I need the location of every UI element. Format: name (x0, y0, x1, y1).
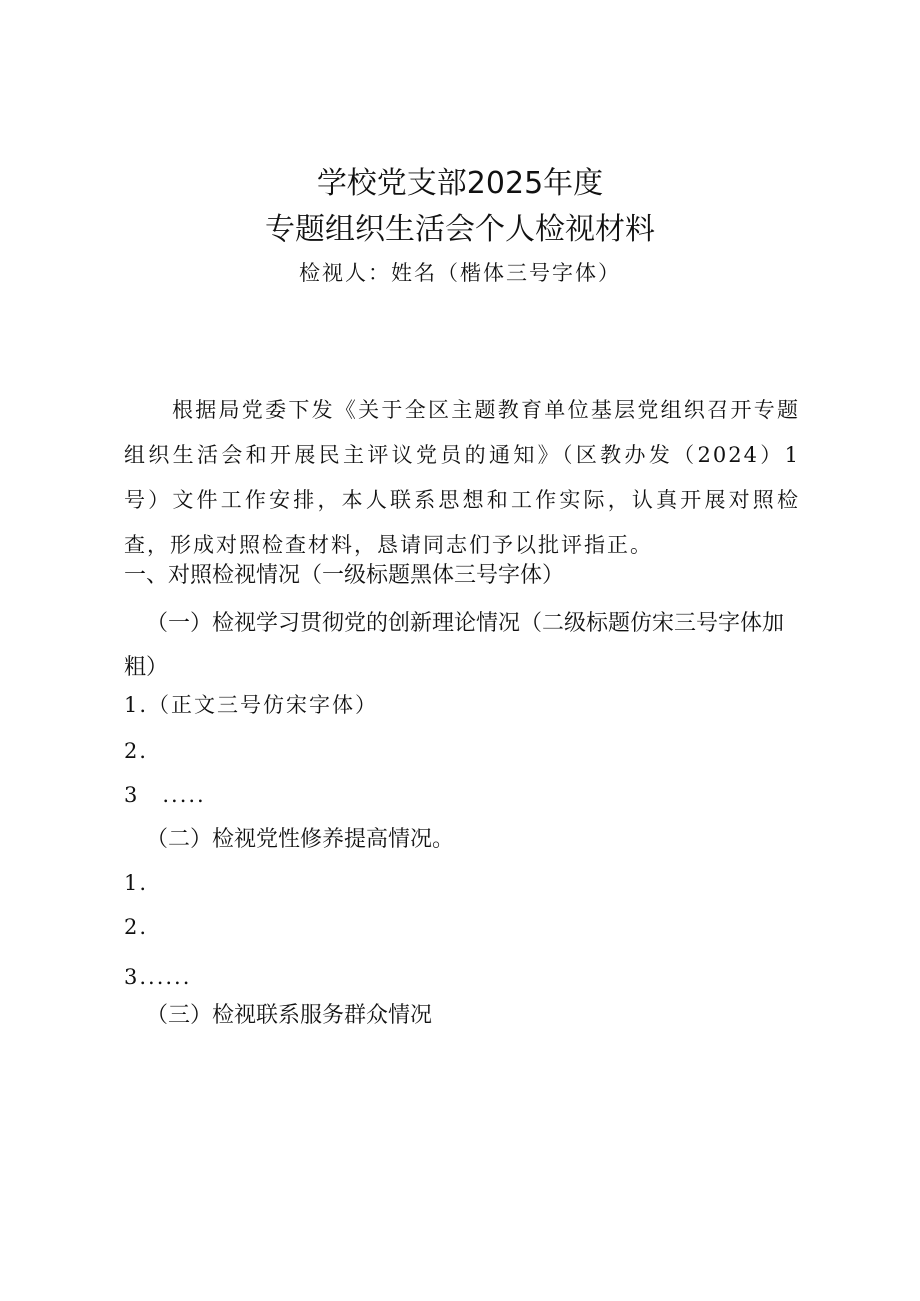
subsection-heading-1: （一）检视学习贯彻党的创新理论情况（二级标题仿宋三号字体加粗） (124, 611, 785, 680)
inspector-line: 检视人：姓名（楷体三号字体） (299, 261, 621, 285)
list-item: 3...... (124, 965, 192, 989)
list-item: 1.（正文三号仿宋字体） (124, 693, 379, 717)
document-title-line-2: 专题组织生活会个人检视材料 (265, 212, 655, 247)
list-item: 1. (124, 871, 149, 895)
document-title-line-1: 学校党支部2025年度 (316, 166, 604, 201)
list-item: 2． (124, 739, 163, 763)
intro-paragraph: 根据局党委下发《关于全区主题教育单位基层党组织召开专题组织生活会和开展民主评议党员的通知》（区教办发（2024）1号）文件工作安排，本人联系思想和工作实际，认真开展对照检查，形成对照检查材料，恳请同志们予以批评指正。 (124, 398, 800, 557)
section-heading-1: 一、对照检视情况（一级标题黑体三号字体） (124, 563, 565, 588)
subsection-heading-2: （二）检视党性修养提高情况。 (146, 827, 455, 852)
list-item: 3 ..... (124, 783, 206, 807)
subsection-heading-3: （三）检视联系服务群众情况 (146, 1003, 433, 1028)
list-item: 2. (124, 915, 149, 939)
